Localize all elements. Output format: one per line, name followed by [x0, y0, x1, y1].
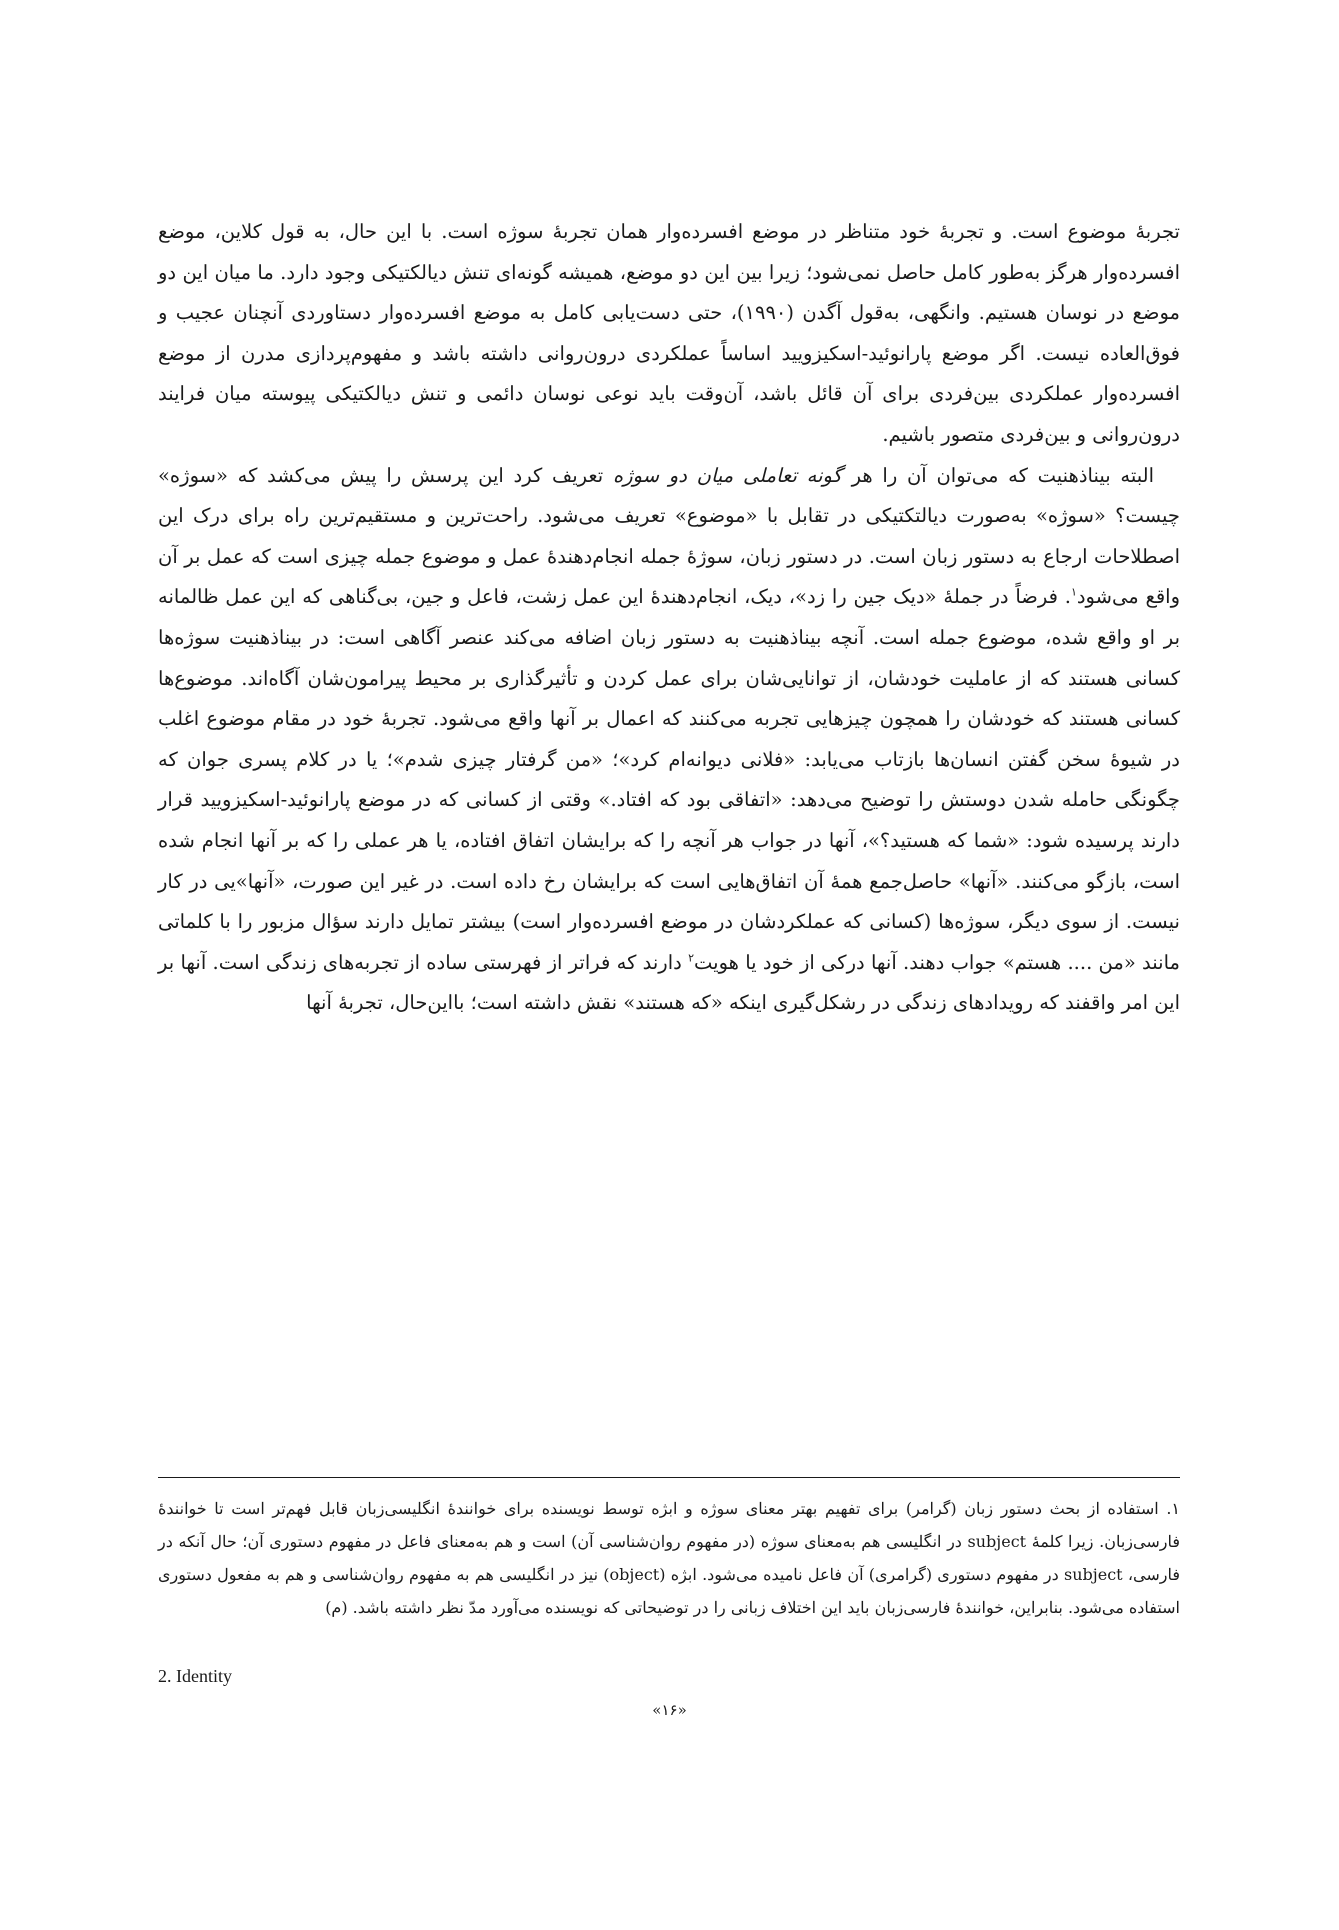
text-run: البته بیناذهنیت که می‌توان آن را هر	[841, 463, 1154, 487]
paragraph	[158, 456, 1180, 1024]
footnote-marker[interactable]: ۱	[1070, 585, 1077, 599]
footnote-1: ۱. استفاده از بحث دستور زبان (گرامر) برای تفهیم بهتر معنای سوژه و ابژه توسط نویسنده برای خوانندهٔ انگلیسی‌زبان قابل فهم‌تر است تا خوانندهٔ فارسی‌زبان. زیرا کلمهٔ subject در انگلیسی هم به‌معنای سوژه (در مفهوم روان‌شناسی آن) است و هم به‌معنای فاعل در مفهوم دستوری آن؛ حال آنکه در فارسی، subject در مفهوم دستوری (گرامری) آن فاعل نامیده می‌شود. ابژه (object) نیز در انگلیسی هم به مفهوم روان‌شناسی و هم به مفعول دستوری استفاده می‌شود. بنابراین، خوانندهٔ فارسی‌زبان باید این اختلاف زبانی را در توضیحاتی که نویسنده می‌آورد مدّ نظر داشته باشد. (م)	[158, 1499, 1181, 1617]
footnote-separator	[158, 1477, 1180, 1478]
footnote-2: 2. Identity	[158, 1666, 232, 1686]
paragraph: تجربهٔ موضوع است. و تجربهٔ خود متناظر در موضع افسرده‌وار همان تجربهٔ سوژه است. با این حال، به قول کلاین، موضع افسرده‌وار هرگز به‌طور کامل حاصل نمی‌شود؛ زیرا بین این دو موضع، همیشه گونه‌ای تنش دیالکتیکی وجود دارد. ما میان این دو موضع در نوسان هستیم. وانگهی، به‌قول آگدن (۱۹۹۰)، حتی دست‌یابی کامل به موضع افسرده‌وار دستاوردی آنچنان عجیب و فوق‌العاده نیست. اگر موضع پارانوئید-اسکیزویید اساساً عملکردی درون‌روانی داشته باشد و مفهوم‌پردازی مدرن از موضع افسرده‌وار عملکردی بین‌فردی برای آن قائل باشد، آن‌وقت باید نوعی نوسان دائمی و تنش دیالکتیکی پیوسته میان فرایند درون‌روانی و بین‌فردی متصور باشیم.	[158, 220, 1181, 446]
footnote-marker[interactable]: ۲	[688, 951, 695, 965]
body-text	[158, 212, 1180, 1024]
page-number: «۱۶»	[652, 1701, 687, 1719]
footnotes	[158, 1492, 1180, 1624]
text-run: . فرضاً در جملهٔ «دیک جین را زد»، دیک، انجام‌دهندهٔ این عمل زشت، فاعل و جین، بی‌گناهی که این عمل ظالمانه بر او واقع شده، موضوع جمله است. آنچه بیناذهنیت به دستور زبان اضافه می‌کند عنصر آگاهی است: در بیناذهنیت سوژه‌ها کسانی هستند که از عاملیت خودشان، از توانایی‌شان برای عمل کردن و تأثیرگذاری بر محیط پیرامون‌شان آگاه‌اند. موضوع‌ها کسانی هستند که خودشان را همچون چیزهایی تجربه می‌کنند که اعمال بر آنها واقع می‌شود. تجربهٔ خود در مقام موضوع اغلب در شیوهٔ سخن گفتن انسان‌ها بازتاب می‌یابد: «فلانی دیوانه‌ام کرد»؛ «من گرفتار چیزی شدم»؛ یا در کلام پسری جوان که چگونگی حامله شدن دوستش را توضیح می‌دهد: «اتفاقی بود که افتاد.» وقتی از کسانی که در موضع پارانوئید-اسکیزویید قرار دارند پرسیده شود: «شما که هستید؟»، آنها در جواب هر آنچه را که برایشان اتفاق افتاده، یا هر عملی را که بر آنها انجام شده است، بازگو می‌کنند. «آنها» حاصل‌جمع همهٔ آن اتفاق‌هایی است که برایشان رخ داده است. در غیر این صورت، «آنها»یی در کار نیست. از سوی دیگر، سوژه‌ها (کسانی که عملکردشان در موضع افسرده‌وار است) بیشتر تمایل دارند سؤال مزبور را با کلماتی مانند «من .... هستم» جواب دهند. آنها درکی از خود یا هویت	[158, 585, 1180, 974]
text-run: تعریف کرد این پرسش را پیش می‌کشد که «سوژه» چیست؟ «سوژه» به‌صورت دیالتکتیکی در تقابل با «موضوع» تعریف می‌شود. راحت‌ترین و مستقیم‌ترین راه برای درک این اصطلاحات ارجاع به دستور زبان است. در دستور زبان، سوژهٔ جمله انجام‌دهندهٔ عمل و موضوع جمله چیزی است که عمل بر آن واقع می‌شود	[158, 463, 1181, 609]
text-run: دارند که فراتر از فهرستی ساده از تجربه‌های زندگی است. آنها بر این امر واقفند که رویدادهای زندگی در رشکل‌گیری اینکه «که هستند» نقش داشته است؛ بااین‌حال، تجربهٔ آنها	[158, 950, 1180, 1015]
emphasized-text: گونه تعاملی میان دو سوژه	[612, 463, 842, 487]
